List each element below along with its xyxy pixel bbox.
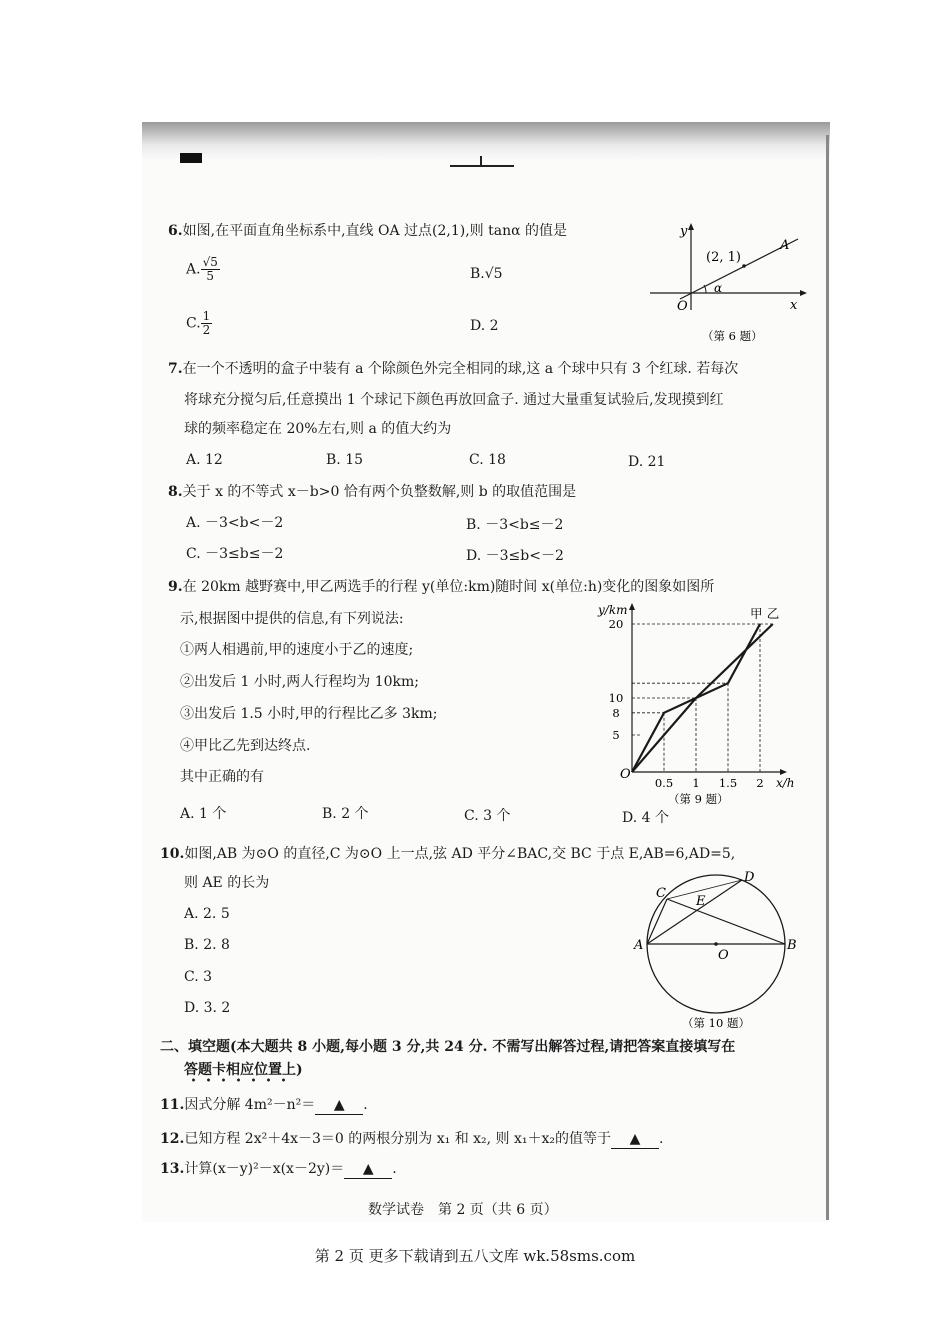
- q6-option-a: A. $\frac{√5}{5}$: [186, 255, 218, 283]
- q9-x-tick-1: 1: [692, 776, 700, 790]
- q10-stem-line1: 10.如图,AB 为⊙O 的直径,C 为⊙O 上一点,弦 AD 平分∠BAC,交 BC 于点 E,AB=6,AD=5,: [160, 846, 736, 862]
- q12: 12.已知方程 2x²＋4x－3＝0 的两根分别为 x₁ 和 x₂, 则 x₁＋x₂的值等于 ▲ .: [160, 1131, 664, 1147]
- site-footer: 第 2 页 更多下载请到五八文库 wk.58sms.com: [314, 1247, 636, 1265]
- q9-option-d: D. 4 个: [622, 810, 669, 826]
- q6-option-d: D. 2: [470, 318, 499, 334]
- q9-ask: 其中正确的有: [180, 769, 264, 785]
- q9-caption: （第 9 题）: [668, 792, 729, 806]
- q10-stem-line2: 则 AE 的长为: [184, 875, 270, 891]
- center-o-dot: [714, 942, 718, 946]
- alpha-label: α: [714, 281, 723, 295]
- q9-y-tick-10: 10: [608, 691, 624, 705]
- chord-cb: [667, 899, 785, 944]
- q10-figure: [630, 865, 810, 1035]
- q9-origin-label: O: [620, 767, 631, 782]
- point-a-label: A: [634, 938, 644, 953]
- q9-statement-4: ④甲比乙先到达终点.: [180, 738, 311, 754]
- center-o-label: O: [718, 948, 729, 963]
- answer-blank[interactable]: ▲: [315, 1096, 363, 1115]
- q9-x-axis-arrow: [780, 769, 787, 775]
- q6-figure: [640, 215, 820, 350]
- q13: 13.计算(x－y)²－x(x－2y)＝ ▲ .: [160, 1161, 397, 1177]
- q10-option-d: D. 3. 2: [184, 1000, 231, 1016]
- q6-option-c: C. $\frac{1}{2}$: [186, 309, 211, 337]
- q9-option-c: C. 3 个: [464, 808, 511, 824]
- q7-option-c: C. 18: [469, 452, 506, 468]
- q6-option-b: B.√5: [470, 266, 503, 282]
- q9-statement-1: ①两人相遇前,甲的速度小于乙的速度;: [180, 642, 414, 658]
- emphasis-dots: [186, 1078, 296, 1082]
- q9-option-b: B. 2 个: [322, 806, 369, 822]
- q9-chart: [590, 598, 810, 808]
- q11: 11.因式分解 4m²－n²＝ ▲ .: [160, 1097, 368, 1113]
- q8-stem: 8.关于 x 的不等式 x－b>0 恰有两个负整数解,则 b 的取值范围是: [168, 484, 577, 500]
- q9-legend-yi: 乙: [766, 606, 780, 621]
- q7-option-a: A. 12: [186, 452, 223, 468]
- binding-mark: [450, 165, 514, 167]
- q9-y-tick-5: 5: [612, 728, 620, 742]
- q9-x-tick-0_5: 0.5: [654, 776, 674, 790]
- q7-option-b: B. 15: [326, 452, 364, 468]
- q9-x-tick-1_5: 1.5: [718, 776, 738, 790]
- q9-y-tick-20: 20: [608, 617, 624, 631]
- q6-stem: 6.如图,在平面直角坐标系中,直线 OA 过点(2,1),则 tanα 的值是: [168, 223, 567, 239]
- origin-label: O: [677, 299, 688, 314]
- q8-option-d: D. －3≤b<－2: [466, 548, 564, 564]
- q10-option-b: B. 2. 8: [184, 937, 230, 953]
- q10-option-c: C. 3: [184, 969, 213, 985]
- q10-caption: （第 10 题）: [682, 1016, 750, 1030]
- point-d-label: D: [744, 870, 755, 885]
- q9-y-label: y/km: [598, 603, 628, 617]
- point-coord-label: (2, 1): [706, 250, 741, 265]
- point-e-label: E: [696, 894, 706, 909]
- page-footer: 数学试卷 第 2 页（共 6 页）: [368, 1202, 558, 1218]
- q9-stem-line1: 9.在 20km 越野赛中,甲乙两选手的行程 y(单位:km)随时间 x(单位:h)变化的图象如图所: [168, 579, 715, 595]
- q6-caption: （第 6 题）: [702, 329, 763, 343]
- q9-statement-3: ③出发后 1.5 小时,甲的行程比乙多 3km;: [180, 706, 438, 722]
- q7-stem-line3: 球的频率稳定在 20%左右,则 a 的值大约为: [184, 421, 452, 437]
- q9-y-tick-8: 8: [612, 705, 620, 720]
- answer-blank[interactable]: ▲: [344, 1160, 392, 1179]
- q8-option-a: A. －3<b<－2: [186, 515, 284, 531]
- q9-stem-line2: 示,根据图中提供的信息,有下列说法:: [180, 611, 404, 627]
- y-axis-arrow: [688, 223, 694, 230]
- q9-statement-2: ②出发后 1 小时,两人行程均为 10km;: [180, 674, 419, 690]
- q7-stem-line2: 将球充分搅匀后,任意摸出 1 个球记下颜色再放回盒子. 通过大量重复试验后,发现摸到红: [184, 392, 724, 408]
- q9-x-tick-2: 2: [756, 776, 764, 790]
- q7-option-d: D. 21: [628, 454, 666, 470]
- x-axis-arrow: [800, 290, 807, 296]
- page-corner-mark: [180, 153, 202, 163]
- scan-edge-shadow: [826, 135, 829, 1220]
- q9-option-a: A. 1 个: [180, 806, 227, 822]
- q10-option-a: A. 2. 5: [184, 906, 230, 922]
- section2-heading-line2: 答题卡相应位置上): [184, 1062, 303, 1078]
- point-b-label: B: [787, 938, 797, 953]
- q9-legend-jia: 甲: [750, 606, 763, 621]
- point-a-label: A: [780, 238, 790, 253]
- point-2-1: [742, 264, 746, 268]
- section2-heading-line1: 二、填空题(本大题共 8 小题,每小题 3 分,共 24 分. 不需写出解答过程,请把答案直接填写在: [160, 1039, 736, 1055]
- q8-option-c: C. －3≤b≤－2: [186, 546, 284, 562]
- q7-stem-line1: 7.在一个不透明的盒子中装有 a 个除颜色外完全相同的球,这 a 个球中只有 3 个红球. 若每次: [168, 361, 739, 377]
- q9-x-label: x/h: [776, 776, 795, 790]
- q9-y-axis-arrow: [629, 603, 635, 610]
- y-label: y: [680, 224, 688, 239]
- scan-shadow: [142, 122, 830, 160]
- point-c-label: C: [656, 886, 666, 901]
- x-label: x: [790, 298, 798, 313]
- q8-option-b: B. －3<b≤－2: [466, 517, 564, 533]
- answer-blank[interactable]: ▲: [611, 1130, 659, 1149]
